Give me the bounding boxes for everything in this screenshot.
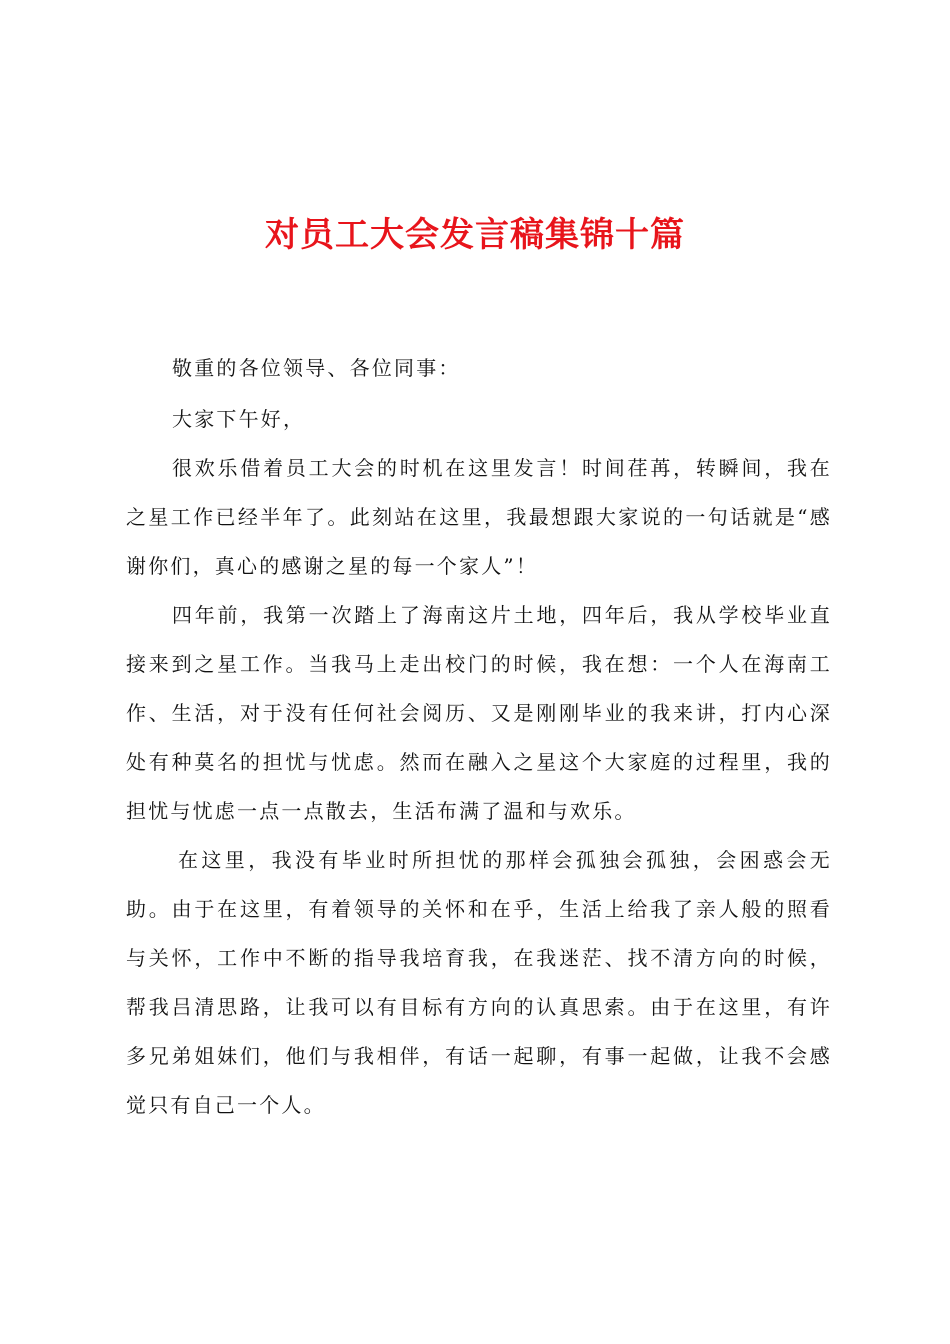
paragraph-four-years: 四年前，我第一次踏上了海南这片土地，四年后，我从学校毕业直接来到之星工作。当我马上走出校门的时候，我在想：一个人在海南工作、生活，对于没有任何社会阅历、又是刚刚毕业的我来讲，打内心深处有种莫名的担忧与忧虑。然而在融入之星这个大家庭的过程里，我的担忧与忧虑一点一点散去，生活布满了温和与欢乐。 <box>126 603 832 823</box>
document-title: 对员工大会发言稿集锦十篇 <box>265 215 685 255</box>
paragraph-opening: 很欢乐借着员工大会的时机在这里发言！时间荏苒，转瞬间，我在之星工作已经半年了。此刻站在这里，我最想跟大家说的一句话就是“感谢你们，真心的感谢之星的每一个家人”！ <box>126 456 832 578</box>
paragraph-salutation: 敬重的各位领导、各位同事： <box>172 356 461 380</box>
document-body <box>126 344 832 1130</box>
paragraph-here: 在这里，我没有毕业时所担忧的那样会孤独会孤独，会困惑会无助。由于在这里，有着领导的关怀和在乎，生活上给我了亲人般的照看与关怀，工作中不断的指导我培育我，在我迷茫、找不清方向的时候，帮我吕清思路，让我可以有目标有方向的认真思索。由于在这里，有许多兄弟姐妹们，他们与我相伴，有话一起聊，有事一起做，让我不会感觉只有自己一个人。 <box>126 848 832 1117</box>
paragraph-greeting: 大家下午好， <box>172 407 306 431</box>
